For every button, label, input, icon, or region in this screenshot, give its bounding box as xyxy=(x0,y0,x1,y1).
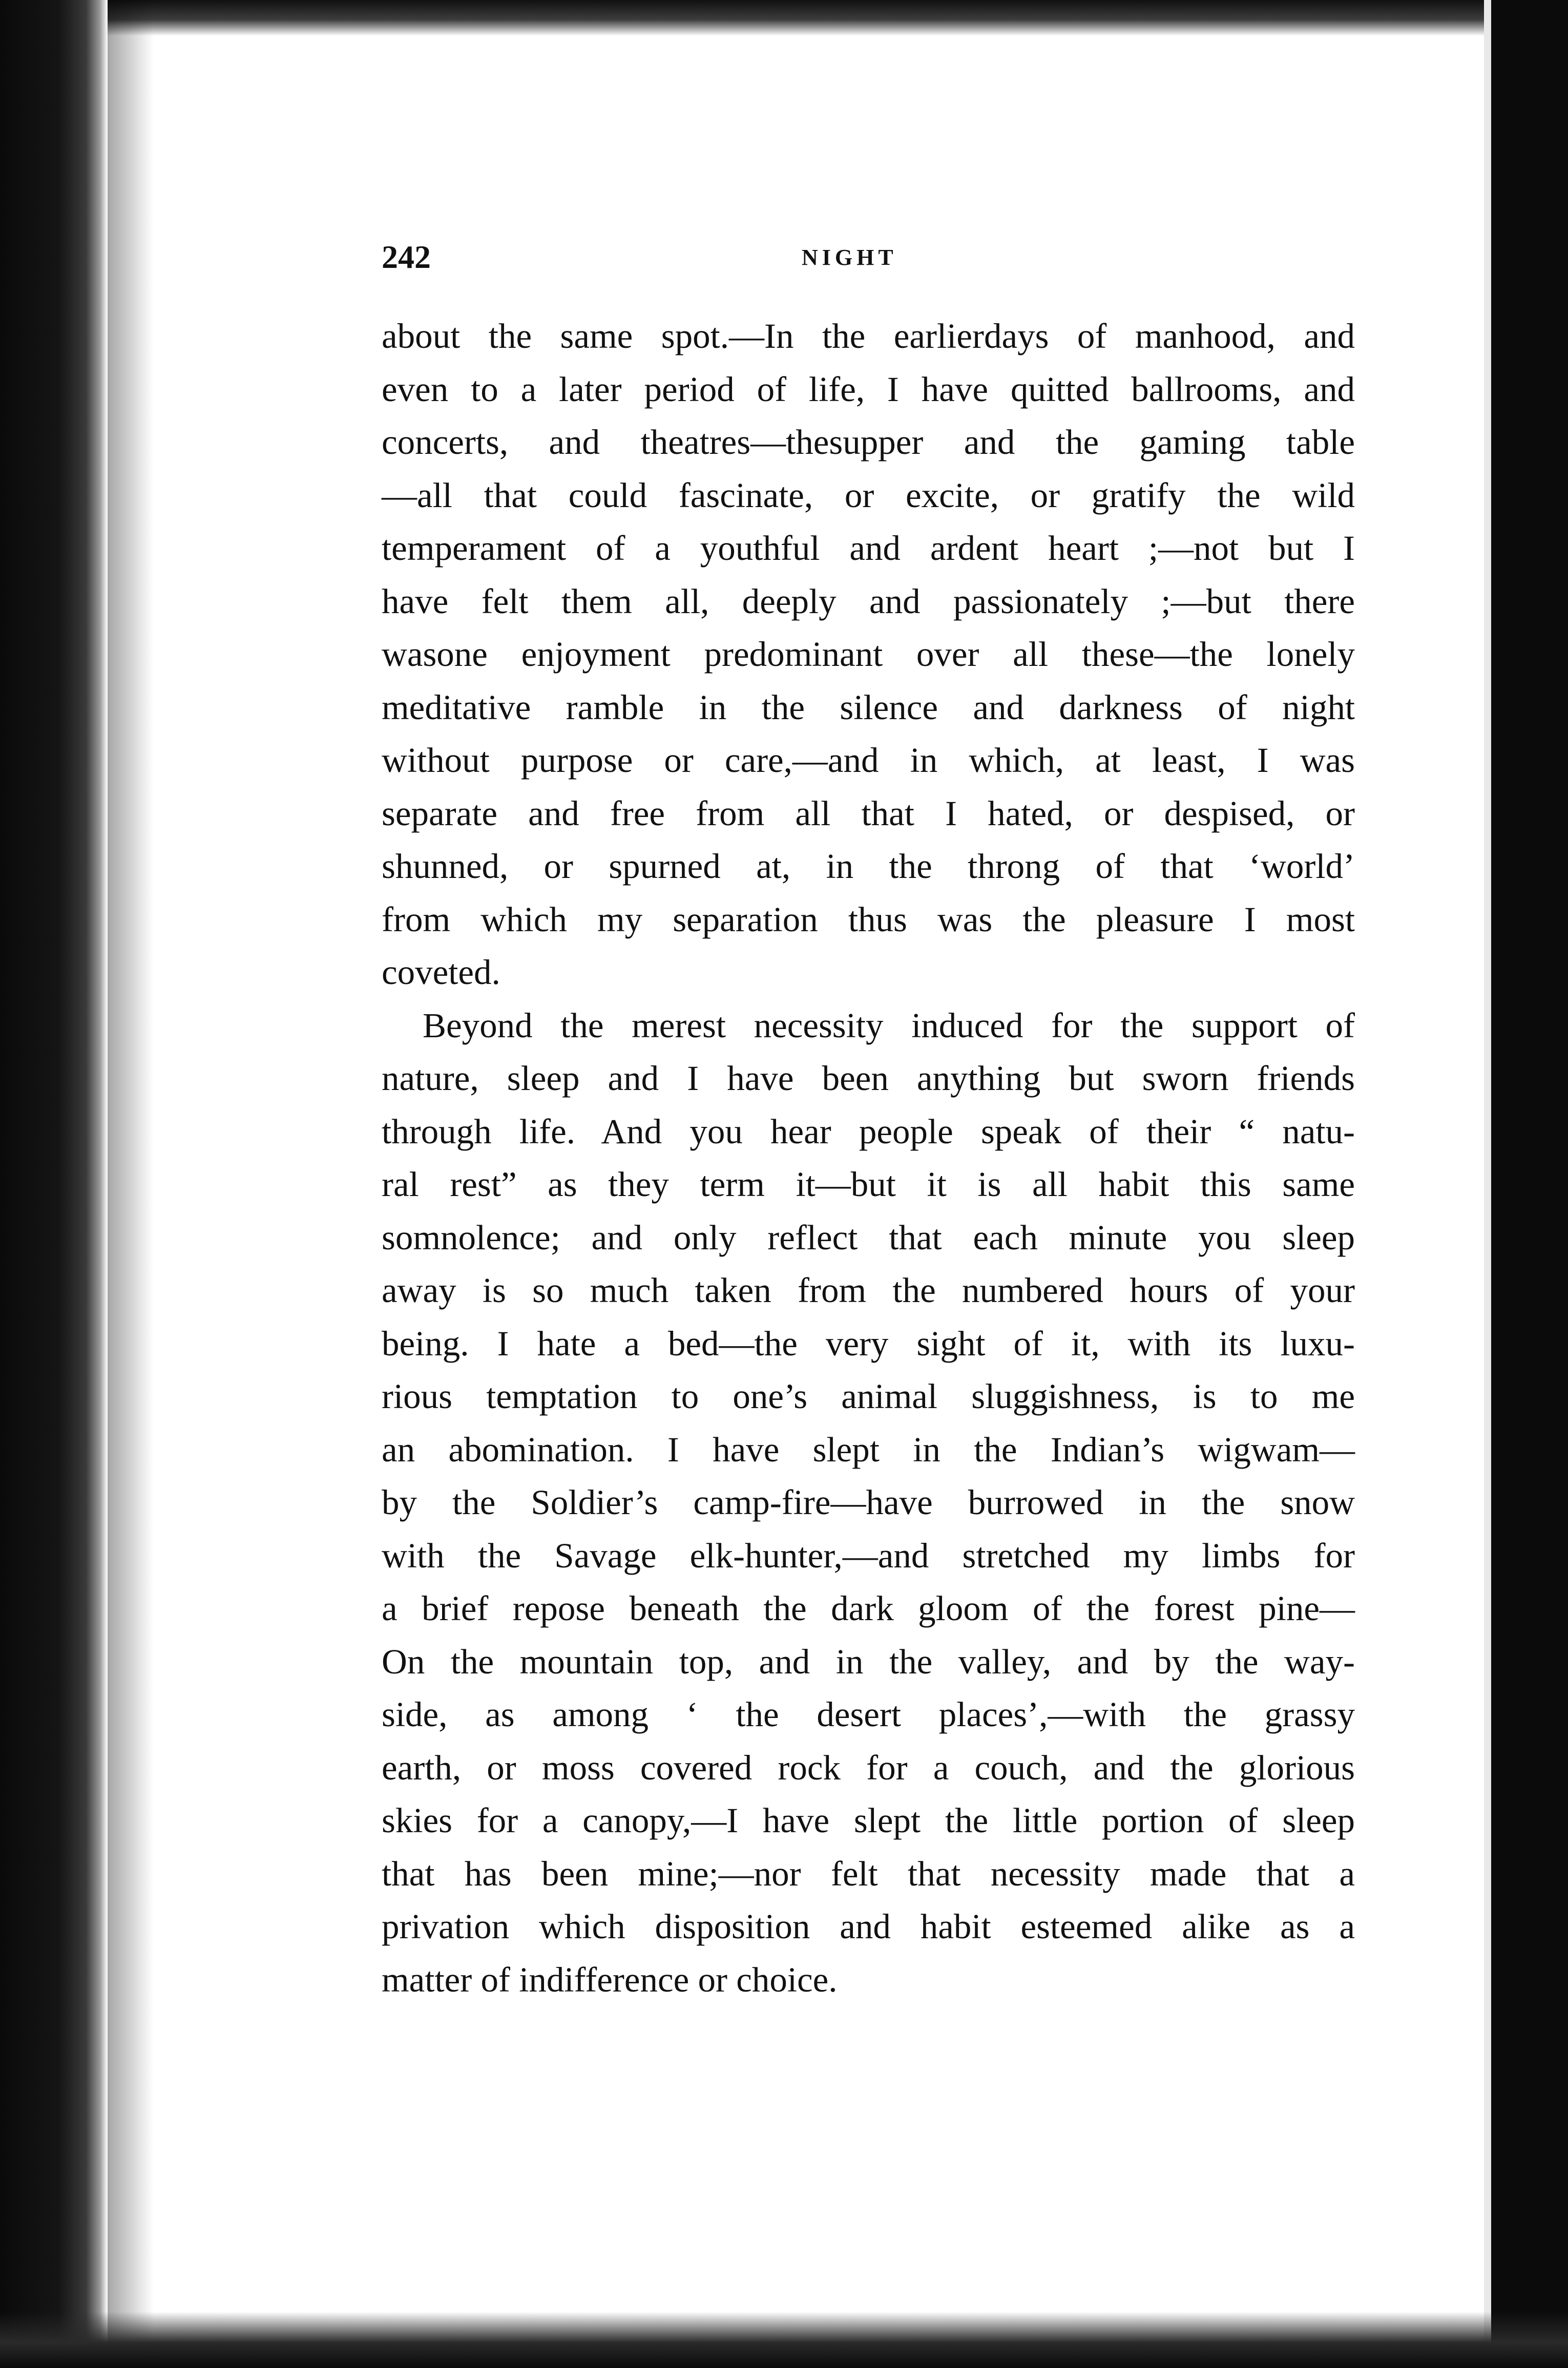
text-line: ral rest” as they term it—but it is all habit this same xyxy=(382,1165,1355,1204)
book-page xyxy=(382,238,1355,2006)
text-line: wasone enjoyment predominant over all these—the lonely xyxy=(382,635,1355,674)
text-line: Beyond the merest necessity induced for the support of xyxy=(423,1005,1355,1045)
text-line: concerts, and theatres—thesupper and the gaming table xyxy=(382,423,1355,462)
text-line: even to a later period of life, I have quitted ballrooms, and xyxy=(382,369,1355,409)
text-line: shunned, or spurned at, in the throng of that ‘world’ xyxy=(382,847,1355,886)
text-line: being. I hate a bed—the very sight of it, with its luxu- xyxy=(382,1324,1355,1363)
page-number: 242 xyxy=(382,239,431,275)
text-line: without purpose or care,—and in which, at least, I was xyxy=(382,741,1355,780)
text-line: nature, sleep and I have been anything but sworn friends xyxy=(382,1059,1355,1098)
text-line: matter of indifference or choice. xyxy=(382,1960,838,1999)
text-line: that has been mine;—nor felt that necessity made that a xyxy=(382,1854,1355,1893)
running-title: NIGHT xyxy=(802,245,897,270)
scan-bottom-border xyxy=(0,2312,1568,2368)
text-line: —all that could fascinate, or excite, or gratify the wild xyxy=(382,475,1355,515)
page-edge-strip xyxy=(1484,0,1491,2368)
text-line: On the mountain top, and in the valley, and by the way- xyxy=(382,1642,1355,1681)
text-line: have felt them all, deeply and passionately ;—but there xyxy=(382,581,1355,621)
text-line: side, as among ‘ the desert places’,—with the grassy xyxy=(382,1695,1355,1734)
text-line: an abomination. I have slept in the Indian’s wigwam— xyxy=(382,1430,1355,1469)
text-line: skies for a canopy,—I have slept the little portion of sleep xyxy=(382,1801,1355,1840)
text-line: earth, or moss covered rock for a couch, and the glorious xyxy=(382,1748,1355,1787)
scan-top-border xyxy=(0,0,1568,36)
running-head xyxy=(382,238,1355,279)
text-line: with the Savage elk-hunter,—and stretched my limbs for xyxy=(382,1536,1355,1575)
text-line: temperament of a youthful and ardent heart ;—not but I xyxy=(382,529,1355,568)
text-line: coveted. xyxy=(382,953,500,992)
text-line: about the same spot.—In the earlierdays of manhood, and xyxy=(382,317,1355,355)
text-line: through life. And you hear people speak of their “ natu- xyxy=(382,1112,1355,1151)
text-line: somnolence; and only reflect that each minute you sleep xyxy=(382,1218,1355,1257)
text-line: from which my separation thus was the pleasure I most xyxy=(382,899,1355,939)
adjacent-page-edge xyxy=(1491,0,1568,2368)
body-text xyxy=(382,310,1355,2006)
text-line: separate and free from all that I hated, or despised, or xyxy=(382,793,1355,833)
text-line: a brief repose beneath the dark gloom of the forest pine— xyxy=(382,1589,1355,1628)
text-line: privation which disposition and habit esteemed alike as a xyxy=(382,1907,1355,1946)
text-line: meditative ramble in the silence and darkness of night xyxy=(382,687,1355,727)
text-line: by the Soldier’s camp-fire—have burrowed in the snow xyxy=(382,1483,1355,1522)
book-gutter-shadow xyxy=(0,0,108,2368)
gutter-fade xyxy=(108,0,154,2368)
text-line: away is so much taken from the numbered hours of your xyxy=(382,1271,1355,1310)
text-line: rious temptation to one’s animal sluggishness, is to me xyxy=(382,1377,1355,1416)
